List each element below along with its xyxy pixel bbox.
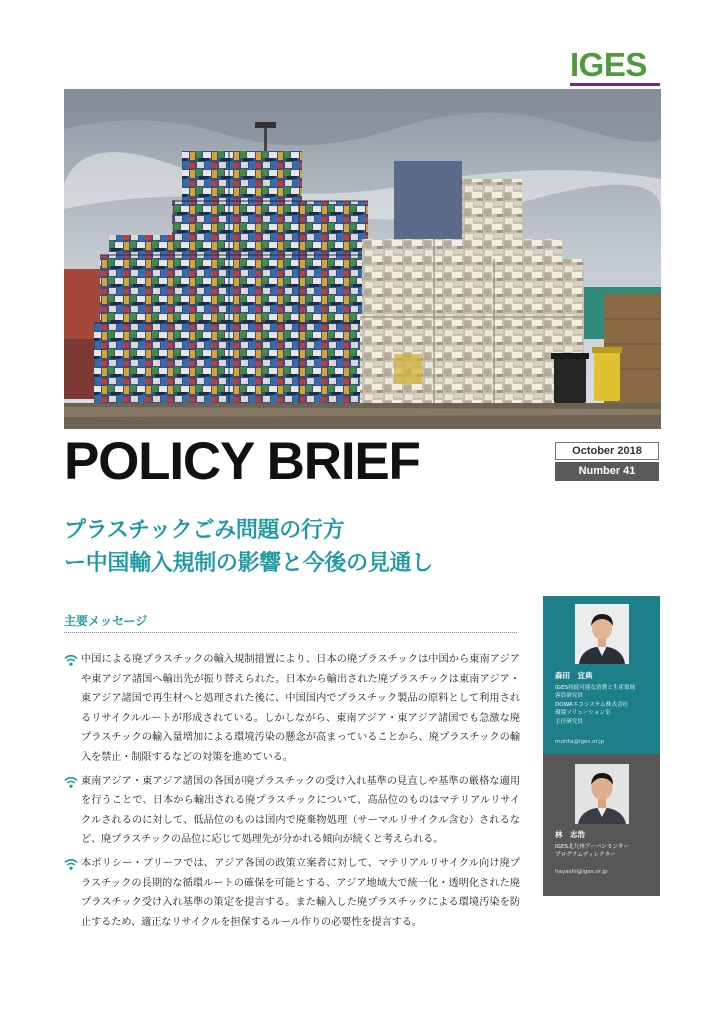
- policy-brief-title: POLICY BRIEF: [64, 432, 420, 491]
- issue-date: October 2018: [555, 442, 659, 460]
- author-name: 林 志浩: [555, 830, 585, 839]
- author-email[interactable]: hayashi@iges.or.jp: [555, 869, 608, 875]
- author-card: [543, 596, 660, 754]
- author-email[interactable]: morita@iges.or.jp: [555, 739, 605, 745]
- iges-logo: [570, 48, 662, 86]
- signal-icon: [64, 653, 78, 667]
- headline-line-1: プラスチックごみ問題の行方: [64, 518, 345, 543]
- author-affiliation: IGES持続可能な消費と生産領域 客員研究員 DOWAエコシステム株式会社 環境ソリューション室 主任研究員: [555, 685, 636, 725]
- author-card: [543, 754, 660, 896]
- issue-number: Number 41: [555, 462, 659, 481]
- logo-underline: [570, 83, 660, 86]
- section-divider: [64, 632, 517, 633]
- section-title-key-messages: 主要メッセージ: [64, 614, 148, 628]
- key-message-text: 本ポリシー・ブリーフでは、アジア各国の政策立案者に対して、マテリアルリサイクル向け廃プラスチックの長期的な循環ルートの確保を可能とする、アジア地域大で統一化・透明化された廃プラスチック受け入れ基準の策定を提言する。また輸入した廃プラスチックによる環境汚染を防止するため、適正なリサイクルを担保するルール作りの必要性を提言する。: [81, 857, 520, 928]
- logo-text: IGES: [570, 46, 647, 83]
- key-message: [64, 854, 520, 932]
- key-message-text: 中国による廃プラスチックの輸入規制措置により、日本の廃プラスチックは中国から東南アジアや東アジア諸国へ輸出先が振り替えられた。日本から輸出された廃プラスチックは東南アジア・東アジア諸国で再生材へと処理された後に、中国国内でプラスチック製品の原料として利用されるリサイクルルートが形成されている。しかしながら、東南アジア・東アジア諸国でも急激な廃プラスチックの輸入量増加による環境汚染の懸念が高まっていることから、廃プラスチックの輸入を禁止・制限するなどの対策を進めている。: [81, 654, 520, 763]
- key-messages-list: [64, 650, 520, 936]
- author-affiliation: IGES北九州アーバンセンター プログラムディレクター: [555, 844, 629, 859]
- headline: [64, 514, 534, 580]
- author-photo: [575, 764, 629, 824]
- cover-photo: [64, 89, 661, 429]
- headline-line-2: ー中国輸入規制の影響と今後の見通し: [64, 551, 433, 576]
- key-message-text: 東南アジア・東アジア諸国の各国が廃プラスチックの受け入れ基準の見直しや基準の厳格な適用を行うことで、日本から輸出される廃プラスチックについて、高品位のものはマテリアルリサイクルされるのに対して、低品位のものは国内で廃棄物処理（サーマルリサイクル含む）されるなど、廃プラスチックの品位に応じて処理先が分かれる傾向が続くと考えられる。: [81, 775, 520, 846]
- key-message: [64, 650, 520, 768]
- authors-sidebar: [543, 596, 660, 896]
- signal-icon: [64, 775, 78, 789]
- signal-icon: [64, 857, 78, 871]
- key-message: [64, 772, 520, 850]
- author-photo: [575, 604, 629, 664]
- author-name: 森田 宜典: [555, 671, 593, 680]
